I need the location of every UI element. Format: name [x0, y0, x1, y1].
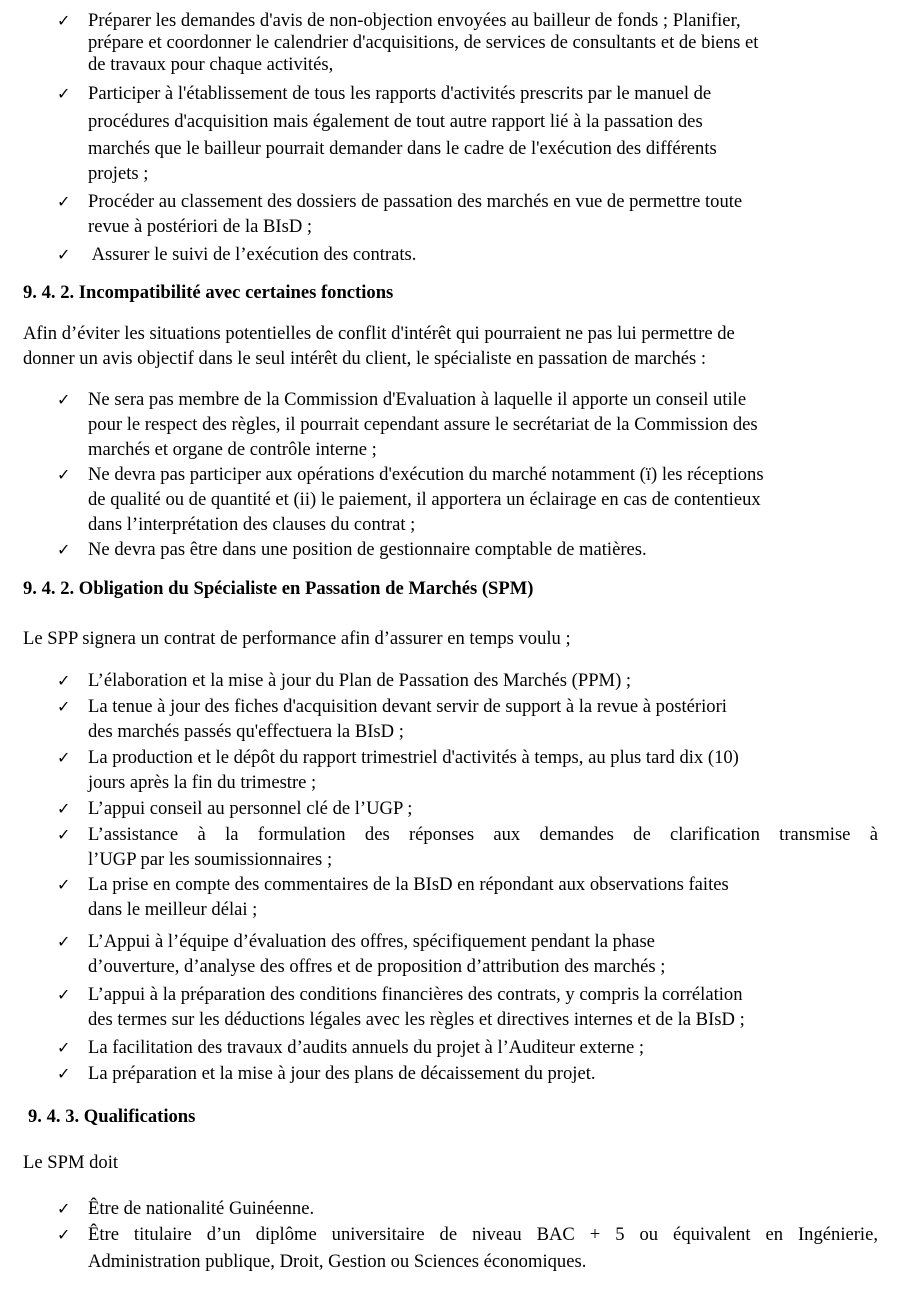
list-item: ✓ Être titulaire d’un diplôme universitaire de niveau BAC + 5 ou équivalent en Ingénierie, Administration publique, Droit, Gestion ou Sciences économiques. — [57, 1224, 878, 1272]
qualifications-intro: Le SPM doit — [23, 1152, 119, 1173]
check-icon: ✓ — [57, 985, 71, 1004]
list-item: ✓ L’appui à la préparation des conditions financières des contrats, y compris la corrélation des termes sur les déductions légales avec les règles et directives internes et de la BIsD ; — [57, 984, 745, 1030]
obligation-intro: Le SPP signera un contrat de performance afin d’assurer en temps voulu ; — [23, 628, 571, 649]
section-heading-qualifications: 9. 4. 3. Qualifications — [28, 1106, 196, 1127]
list-item: ✓ La tenue à jour des fiches d'acquisition devant servir de support à la revue à postériori des marchés passés qu'effectuera la BIsD ; — [57, 696, 727, 742]
check-icon: ✓ — [57, 192, 71, 211]
list-item: ✓ Ne devra pas être dans une position de gestionnaire comptable de matières. — [57, 539, 647, 560]
list-item: ✓ Procéder au classement des dossiers de passation des marchés en vue de permettre toute revue à postériori de la BIsD ; — [57, 191, 743, 237]
section-heading-incompatibilite: 9. 4. 2. Incompatibilité avec certaines fonctions — [23, 282, 394, 303]
check-icon: ✓ — [57, 825, 71, 844]
check-icon: ✓ — [57, 748, 71, 767]
check-icon: ✓ — [57, 799, 71, 818]
list-item: ✓ L’assistance à la formulation des réponses aux demandes de clarification transmise à l’UGP par les soumissionnaires ; — [57, 824, 878, 870]
list-item: ✓ Ne sera pas membre de la Commission d'Evaluation à laquelle il apporte un conseil utile pour le respect des règles, il pourrait cependant assure le secrétariat de la Commission des marchés et organe de contrôle interne ; — [57, 389, 758, 460]
list-item: ✓ Participer à l'établissement de tous les rapports d'activités prescrits par le manuel de procédures d'acquisition mais également de tout autre rapport lié à la passation des marchés que le bailleur pourrait demander dans le cadre de l'exécution des différents projets ; — [57, 83, 717, 184]
check-icon: ✓ — [57, 671, 71, 690]
list-item: ✓ La préparation et la mise à jour des plans de décaissement du projet. — [57, 1063, 596, 1084]
check-icon: ✓ — [57, 540, 71, 559]
list-item: ✓ Être de nationalité Guinéenne. — [57, 1198, 315, 1219]
check-icon: ✓ — [57, 875, 71, 894]
check-icon: ✓ — [57, 11, 71, 30]
check-icon: ✓ — [57, 390, 71, 409]
check-icon: ✓ — [57, 465, 71, 484]
incompatibilite-intro: Afin d’éviter les situations potentielles de conflit d'intérêt qui pourraient ne pas lui permettre de donner un avis objectif dans le seul intérêt du client, le spécialiste en passation de marchés : — [23, 323, 735, 369]
list-item: ✓ La production et le dépôt du rapport trimestriel d'activités à temps, au plus tard dix (10) jours après la fin du trimestre ; — [57, 747, 739, 793]
list-item: ✓ L’appui conseil au personnel clé de l’UGP ; — [57, 798, 413, 819]
check-icon: ✓ — [57, 1199, 71, 1218]
check-icon: ✓ — [57, 697, 71, 716]
list-item: ✓ Préparer les demandes d'avis de non-objection envoyées au bailleur de fonds ; Planifier, prépare et coordonner le calendrier d'acquisitions, de services de consultants et de biens et de travaux pour chaque activités, — [57, 10, 759, 75]
list-item: ✓ La prise en compte des commentaires de la BIsD en répondant aux observations faites dans le meilleur délai ; — [57, 874, 729, 920]
list-item: ✓ Assurer le suivi de l’exécution des contrats. — [57, 244, 417, 265]
list-item: ✓ Ne devra pas participer aux opérations d'exécution du marché notamment (ï) les réceptions de qualité ou de quantité et (ii) le paiement, il apportera un éclairage en cas de contentieux dans l’interprétation des clauses du contrat ; — [57, 464, 764, 535]
check-icon: ✓ — [57, 1064, 71, 1083]
section-heading-obligation: 9. 4. 2. Obligation du Spécialiste en Passation de Marchés (SPM) — [23, 578, 534, 599]
check-icon: ✓ — [57, 84, 71, 103]
check-icon: ✓ — [57, 932, 71, 951]
list-item: ✓ L’Appui à l’équipe d’évaluation des offres, spécifiquement pendant la phase d’ouverture, d’analyse des offres et de proposition d’attribution des marchés ; — [57, 931, 666, 977]
list-item: ✓ L’élaboration et la mise à jour du Plan de Passation des Marchés (PPM) ; — [57, 670, 632, 691]
check-icon: ✓ — [57, 1038, 71, 1057]
list-item: ✓ La facilitation des travaux d’audits annuels du projet à l’Auditeur externe ; — [57, 1037, 645, 1058]
check-icon: ✓ — [57, 245, 71, 264]
check-icon: ✓ — [57, 1225, 71, 1244]
